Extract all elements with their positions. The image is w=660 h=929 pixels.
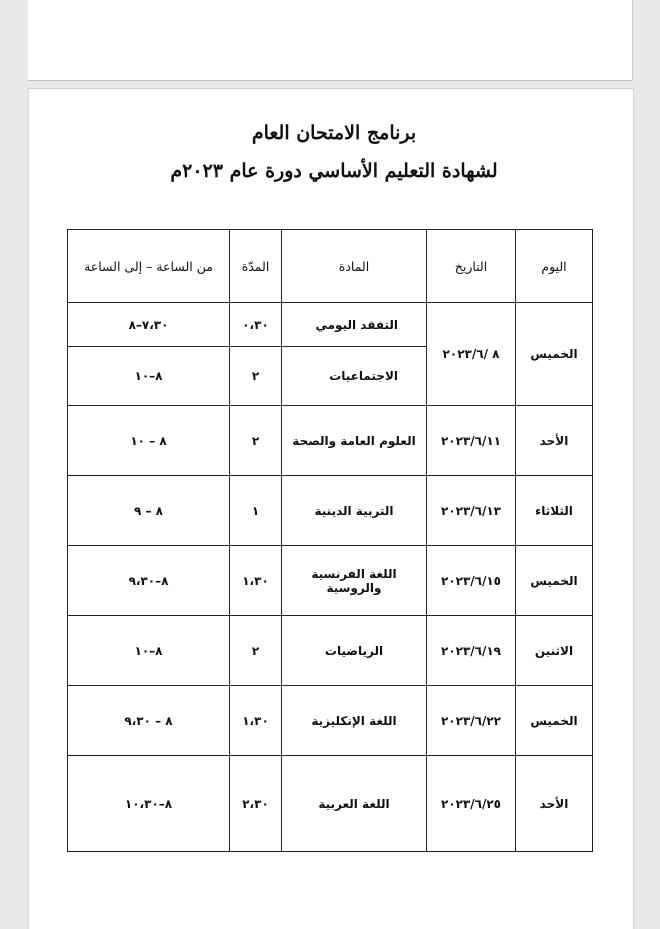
cell-subject: الرياضيات <box>282 616 427 686</box>
cell-day: الخميس <box>516 546 593 616</box>
cell-date: ٢٠٢٣/٦/١١ <box>427 406 516 476</box>
cell-date: ٢٠٢٣/٦/١٩ <box>427 616 516 686</box>
cell-subject <box>282 303 427 347</box>
table-row <box>68 303 593 347</box>
cell-date: ٢٠٢٣/٦/٢٥ <box>427 756 516 852</box>
cell-duration: ١،٣٠ <box>230 546 282 616</box>
table-row <box>68 476 593 546</box>
table-header-row <box>68 230 593 303</box>
cell-day: الأحد <box>516 406 593 476</box>
previous-page <box>28 0 633 80</box>
cell-time: ٧،٣٠–٨ <box>68 303 230 347</box>
cell-date: ٨ /٢٠٢٣/٦ <box>427 303 516 406</box>
exam-schedule-table <box>67 229 593 852</box>
document-subtitle: لشهادة التعليم الأساسي دورة عام ٢٠٢٣م <box>170 160 498 182</box>
document-title: برنامج الامتحان العام <box>251 122 417 144</box>
cell-day: الاثنين <box>516 616 593 686</box>
cell-day: الثلاثاء <box>516 476 593 546</box>
subject-label: الاجتماعيات <box>329 369 398 383</box>
cell-subject <box>282 347 427 406</box>
cell-time: ٨–٩،٣٠ <box>68 546 230 616</box>
header-date: التاريخ <box>427 230 516 303</box>
cell-duration: ٠،٣٠ <box>230 303 282 347</box>
cell-time: ٨–١٠ <box>68 347 230 406</box>
header-day: اليوم <box>516 230 593 303</box>
cell-time: ٨–١٠ <box>68 616 230 686</box>
cell-day: الخميس <box>516 686 593 756</box>
cell-date: ٢٠٢٣/٦/٢٢ <box>427 686 516 756</box>
cell-time: ٨ – ١٠ <box>68 406 230 476</box>
table-row <box>68 686 593 756</box>
cell-subject: اللغة الإنكليزية <box>282 686 427 756</box>
cell-subject: اللغة الفرنسية والروسية <box>282 546 427 616</box>
cell-time: ٨–١٠،٣٠ <box>68 756 230 852</box>
cell-date: ٢٠٢٣/٦/١٥ <box>427 546 516 616</box>
table-row <box>68 616 593 686</box>
cell-subject: التربية الدينية <box>282 476 427 546</box>
cell-duration: ٢ <box>230 347 282 406</box>
header-subject: المادة <box>282 230 427 303</box>
subject-label: التفقد اليومي <box>315 317 398 332</box>
cell-day: الخميس <box>516 303 593 406</box>
cell-duration: ١،٣٠ <box>230 686 282 756</box>
cell-time: ٨ – ٩ <box>68 476 230 546</box>
table-row <box>68 406 593 476</box>
cell-subject: اللغة العربية <box>282 756 427 852</box>
cell-duration: ٢،٣٠ <box>230 756 282 852</box>
table-row <box>68 756 593 852</box>
cell-duration: ٢ <box>230 616 282 686</box>
table-row <box>68 546 593 616</box>
header-duration: المدّة <box>230 230 282 303</box>
cell-duration: ٢ <box>230 406 282 476</box>
cell-day: الأحد <box>516 756 593 852</box>
cell-subject: العلوم العامة والصحة <box>282 406 427 476</box>
header-time: من الساعة – إلى الساعة <box>68 230 230 303</box>
cell-date: ٢٠٢٣/٦/١٣ <box>427 476 516 546</box>
cell-duration: ١ <box>230 476 282 546</box>
cell-time: ٨ – ٩،٣٠ <box>68 686 230 756</box>
page-divider <box>28 80 632 81</box>
